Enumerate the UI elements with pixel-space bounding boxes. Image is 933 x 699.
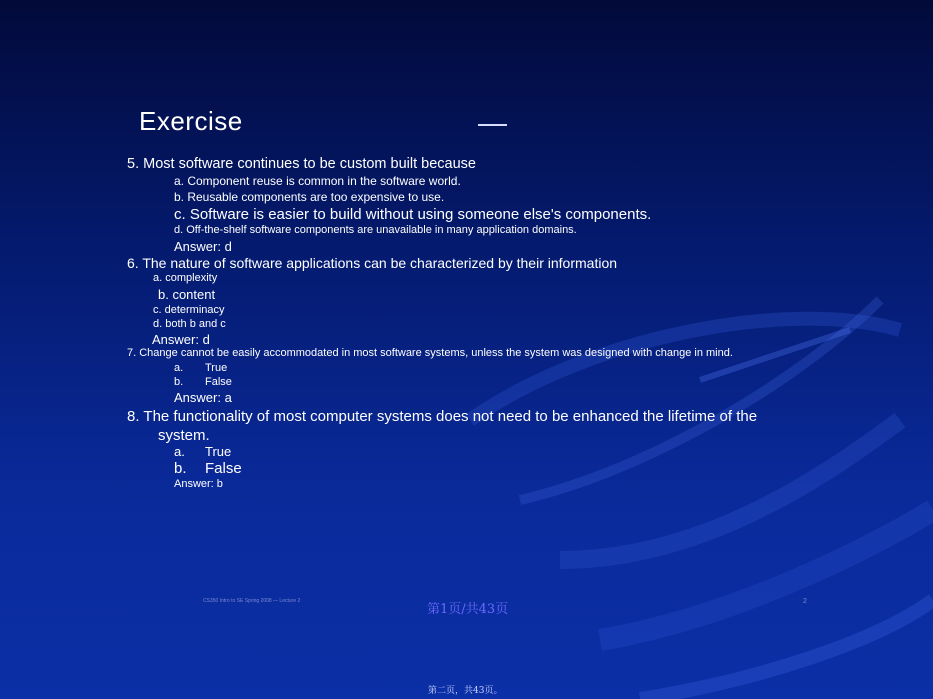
question-5-option-a: a. Component reuse is common in the software world. [174, 174, 461, 188]
footer-slide-number: 2 [803, 598, 807, 605]
question-8-answer: Answer: b [174, 478, 223, 490]
footer-copyright: CS350 Intro to SE Spring 2008 — Lecture 2 [203, 598, 301, 604]
question-5-option-c: c. Software is easier to build without using someone else's components. [174, 206, 652, 223]
question-5-stem: 5. Most software continues to be custom built because [127, 156, 476, 172]
question-8-option-b-text: False [205, 460, 242, 477]
question-7-option-a-letter: a. [174, 362, 184, 374]
question-5-answer: Answer: d [174, 239, 232, 254]
slide-title: Exercise [139, 106, 243, 136]
question-7-option-b-text: False [205, 376, 232, 388]
question-8-option-a-text: True [205, 444, 232, 459]
question-6-option-a: a. complexity [153, 272, 218, 284]
question-8-option-b [174, 461, 242, 476]
question-8-option-a-letter: a. [174, 444, 185, 459]
question-6-option-d: d. both b and c [153, 318, 226, 330]
question-6-answer: Answer: d [152, 332, 210, 347]
question-8-stem-line-2: system. [158, 427, 210, 444]
question-7-answer: Answer: a [174, 390, 232, 405]
question-6-option-b: b. content [158, 287, 216, 302]
question-7-option-a [174, 363, 227, 374]
question-7-option-b-letter: b. [174, 376, 184, 388]
title-underline [478, 124, 507, 126]
question-7-option-a-text: True [205, 362, 228, 374]
question-8-option-b-letter: b. [174, 460, 187, 477]
question-6-option-c: c. determinacy [153, 304, 225, 316]
question-7-option-b [174, 377, 232, 388]
document-page-label: 第二页，共43页。 [428, 686, 503, 696]
question-6-stem: 6. The nature of software applications can be characterized by their information [127, 255, 618, 271]
footer-page-indicator: 第1页/共43页 [427, 602, 509, 617]
question-5-option-d: d. Off-the-shelf software components are unavailable in many application domains. [174, 224, 577, 236]
question-8-option-a [174, 445, 231, 458]
question-8-stem-line-1: 8. The functionality of most computer systems does not need to be enhanced the lifetime of the [127, 408, 758, 425]
question-5-option-b: b. Reusable components are too expensive to use. [174, 190, 445, 204]
question-7-stem: 7. Change cannot be easily accommodated in most software systems, unless the system was designed with change in mind. [127, 347, 733, 359]
